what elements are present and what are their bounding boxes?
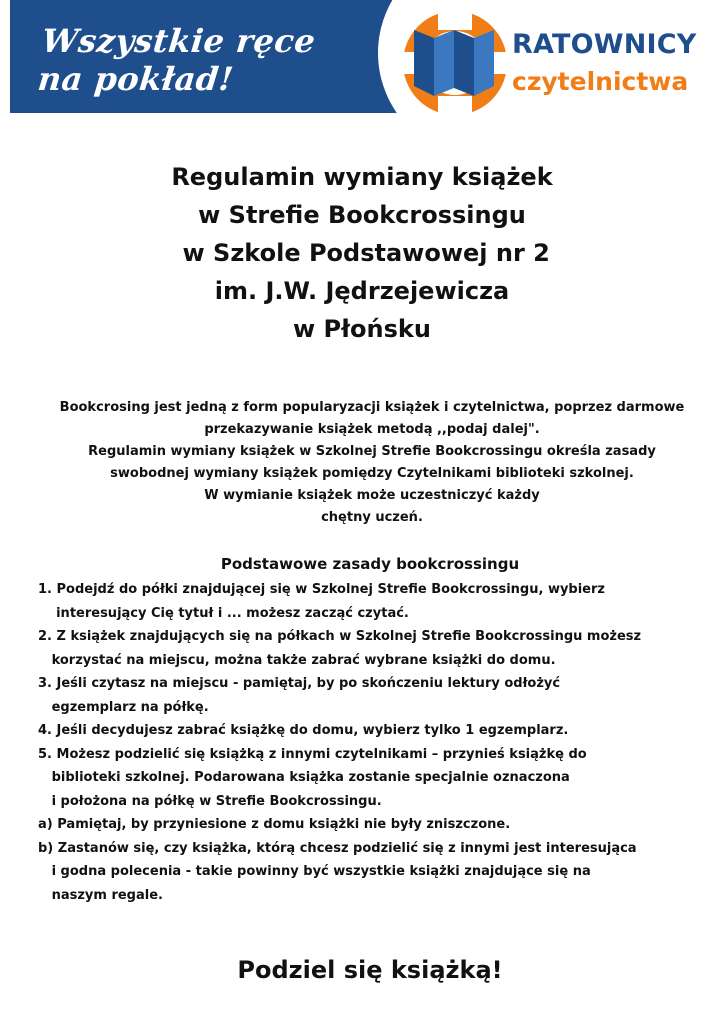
rule-line: 3. Jeśli czytasz na miejscu - pamiętaj, by po skończeniu lektury odłożyć: [38, 676, 561, 691]
rule-line: 4. Jeśli decydujesz zabrać książkę do domu, wybierz tylko 1 egzemplarz.: [38, 723, 569, 738]
logo-title: RATOWNICY: [512, 29, 697, 60]
rule-line: egzemplarz na półkę.: [38, 699, 209, 715]
intro-paragraph: [40, 397, 704, 529]
title-line: w Szkole Podstawowej nr 2: [174, 239, 550, 267]
intro-line: Regulamin wymiany książek w Szkolnej Strefie Bookcrossingu określa zasady: [88, 444, 656, 459]
ring-buoy-book-icon: [400, 8, 510, 118]
rules-list: [38, 578, 714, 907]
rules-heading: Podstawowe zasady bookcrossingu: [220, 555, 520, 573]
slogan-line-1: Wszystkie ręce: [40, 22, 318, 60]
rule-line: i położona na półkę w Strefie Bookcrossingu.: [38, 793, 382, 809]
rule-line: i godna polecenia - takie powinny być wszystkie książki znajdujące się na: [38, 864, 591, 879]
rule-line: 5. Możesz podzielić się książką z innymi czytelnikami – przynieś książkę do: [38, 746, 587, 762]
intro-line: chętny uczeń.: [321, 510, 423, 525]
rule-line: b) Zastanów się, czy książka, którą chcesz podzielić się z innymi jest interesująca: [38, 840, 637, 856]
rule-line: a) Pamiętaj, by przyniesione z domu książki nie były zniszczone.: [38, 817, 511, 832]
title-line: w Strefie Bookcrossingu: [198, 201, 526, 229]
intro-line: swobodnej wymiany książek pomiędzy Czytelnikami biblioteki szkolnej.: [110, 466, 634, 481]
title-line: im. J.W. Jędrzejewicza: [214, 277, 510, 305]
footer-slogan: Podziel się książką!: [237, 956, 503, 984]
rule-line: interesujący Cię tytuł i ... możesz zacząć czytać.: [38, 605, 409, 621]
intro-line: Bookcrosing jest jedną z form popularyzacji książek i czytelnictwa, poprzez darmowe: [59, 400, 685, 415]
logo-subtitle: czytelnictwa: [512, 67, 689, 96]
intro-line: W wymianie książek może uczestniczyć każdy: [204, 488, 540, 503]
title-line: w Płońsku: [293, 315, 431, 343]
rule-line: korzystać na miejscu, można także zabrać wybrane książki do domu.: [38, 652, 556, 668]
rule-line: naszym regale.: [38, 887, 163, 903]
header-banner: [0, 0, 724, 113]
rule-line: biblioteki szkolnej. Podarowana książka zostanie specjalnie oznaczona: [38, 770, 570, 785]
rule-line: 1. Podejdź do półki znajdującej się w Szkolnej Strefie Bookcrossingu, wybierz: [38, 582, 605, 597]
intro-line: przekazywanie książek metodą ,,podaj dalej".: [204, 422, 540, 437]
page-title: [0, 158, 724, 348]
slogan-line-2: na pokład!: [36, 60, 236, 98]
slogan: [36, 22, 374, 98]
rule-line: 2. Z książek znajdujących się na półkach w Szkolnej Strefie Bookcrossingu możesz: [38, 629, 642, 644]
title-line: Regulamin wymiany książek: [171, 163, 553, 191]
